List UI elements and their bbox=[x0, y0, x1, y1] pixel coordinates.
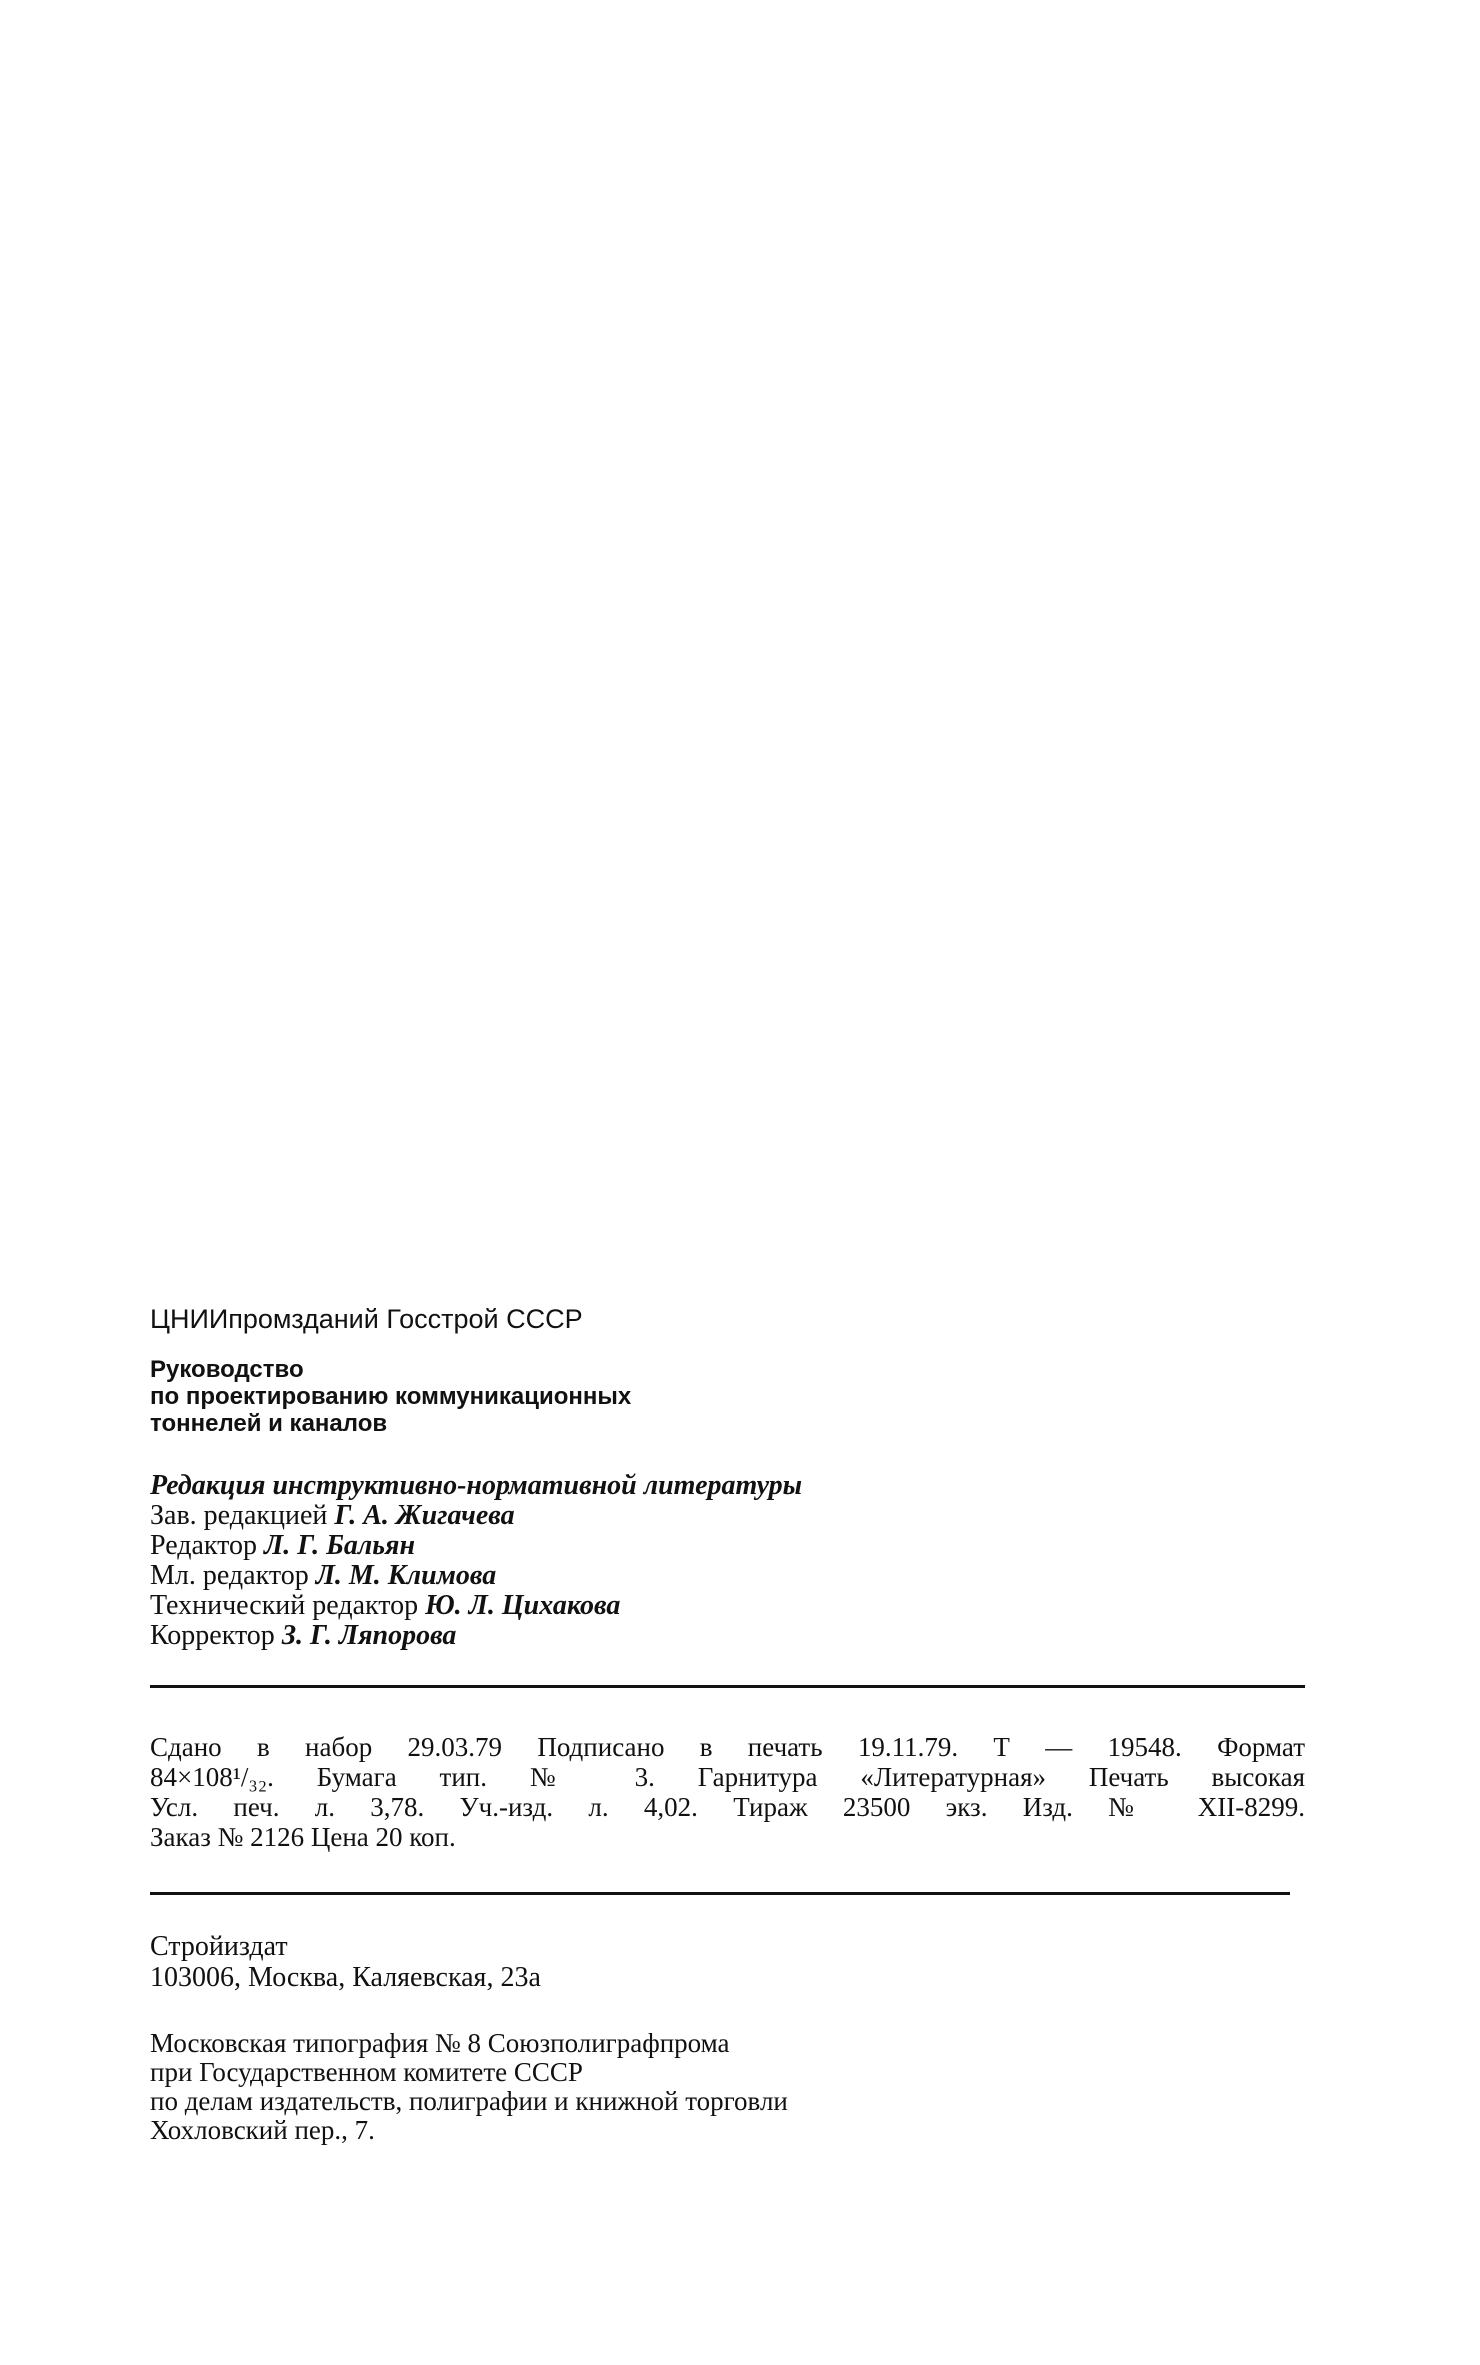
credit-corrector bbox=[150, 1621, 1305, 1651]
printer-line: при Государственном комитете СССР bbox=[150, 2057, 583, 2087]
credit-name: Л. Г. Бальян bbox=[264, 1530, 415, 1561]
publication-data-line: Усл. печ. л. 3,78. Уч.-изд. л. 4,02. Тираж 23500 экз. Изд. № XII-8299. bbox=[150, 1792, 1305, 1822]
credit-label: Редактор bbox=[150, 1530, 258, 1561]
credit-name: Ю. Л. Цихакова bbox=[425, 1590, 621, 1621]
credit-label: Корректор bbox=[150, 1620, 275, 1651]
publication-data-line: Сдано в набор 29.03.79 Подписано в печать 19.11.79. Т — 19548. Формат bbox=[150, 1732, 1305, 1762]
publisher-address: 103006, Москва, Каляевская, 23а bbox=[150, 1962, 541, 1993]
credit-name: Г. А. Жигачева bbox=[334, 1500, 515, 1531]
publication-data bbox=[150, 1732, 1305, 1852]
imprint-block bbox=[150, 1302, 1305, 2145]
publisher-info bbox=[150, 1931, 1305, 1993]
publication-data-line: Заказ № 2126 Цена 20 коп. bbox=[150, 1822, 456, 1852]
credit-junior-editor bbox=[150, 1561, 1305, 1591]
printer-line: по делам издательств, полиграфии и книжной торговли bbox=[150, 2086, 788, 2116]
printer-line: Хохловский пер., 7. bbox=[150, 2115, 375, 2145]
credit-technical-editor bbox=[150, 1591, 1305, 1621]
printer-info bbox=[150, 2029, 1305, 2145]
book-title-line: Руководство bbox=[150, 1356, 304, 1383]
editorial-office: Редакция инструктивно-нормативной литературы bbox=[150, 1470, 803, 1501]
book-title-line: по проектированию коммуникационных bbox=[150, 1383, 632, 1410]
publisher-name: Стройиздат bbox=[150, 1931, 288, 1962]
credit-label: Мл. редактор bbox=[150, 1560, 309, 1591]
top-divider bbox=[150, 1685, 1305, 1688]
publication-data-line: 84×108¹/₃₂. Бумага тип. № 3. Гарнитура «Литературная» Печать высокая bbox=[150, 1762, 1305, 1792]
credit-label: Зав. редакцией bbox=[150, 1500, 328, 1531]
organization-name: ЦНИИпромзданий Госстрой СССР bbox=[150, 1304, 583, 1334]
credit-name: З. Г. Ляпорова bbox=[281, 1620, 457, 1651]
editorial-credits bbox=[150, 1471, 1305, 1651]
credit-head-of-office bbox=[150, 1501, 1305, 1531]
credit-name: Л. М. Климова bbox=[315, 1560, 497, 1591]
book-title bbox=[150, 1356, 1305, 1437]
printer-line: Московская типография № 8 Союзполиграфпрома bbox=[150, 2028, 730, 2058]
book-title-line: тоннелей и каналов bbox=[150, 1410, 388, 1437]
bottom-divider bbox=[150, 1892, 1290, 1895]
credit-editor bbox=[150, 1531, 1305, 1561]
credit-label: Технический редактор bbox=[150, 1590, 419, 1621]
